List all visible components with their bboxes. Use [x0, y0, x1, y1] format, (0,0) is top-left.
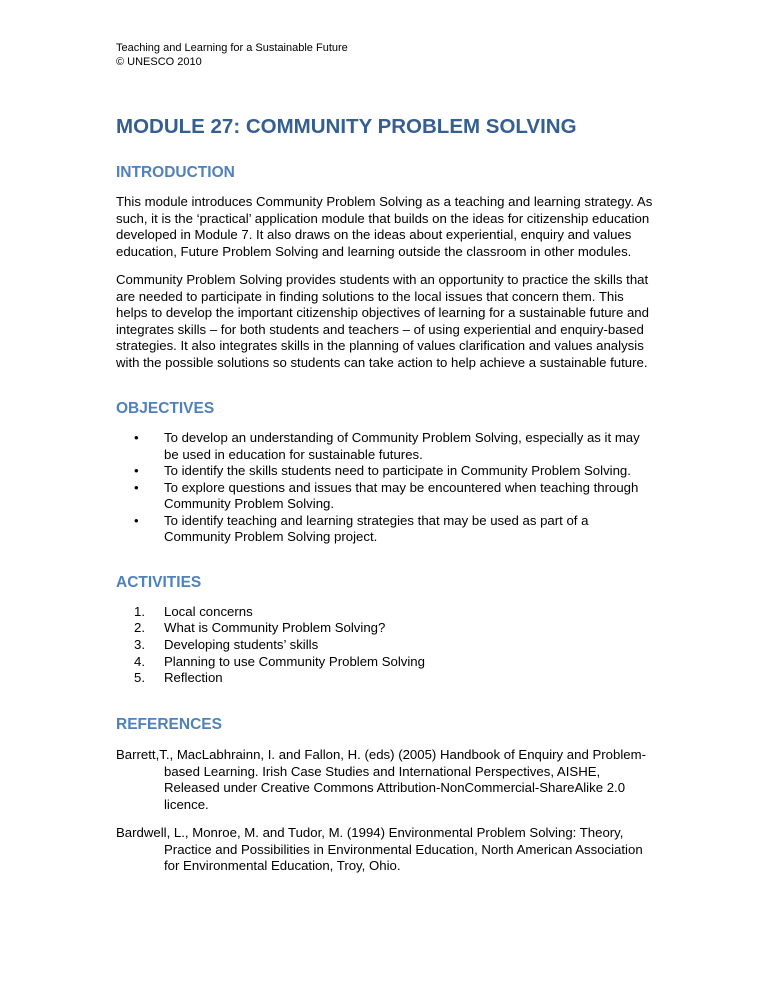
introduction-paragraph-2: Community Problem Solving provides students with an opportunity to practice the skills that are needed to participate in finding solutions to the local issues that concern them. This helps to develop the important citizenship objectives of learning for a sustainable future and integrates skills – for both students and teachers – of using experiential and enquiry-based strategies. It also integrates skills in the planning of values clarification and values analysis with the possible solutions so students can take action to help achieve a sustainable future.	[116, 272, 649, 370]
header-copyright: © UNESCO 2010	[116, 55, 202, 68]
list-item	[116, 637, 656, 654]
list-number: 3.	[134, 636, 145, 652]
objective-text: To identify teaching and learning strategies that may be used as part of a Community Problem Solving project.	[164, 512, 589, 544]
objective-text: To identify the skills students need to participate in Community Problem Solving.	[164, 463, 631, 478]
list-item	[116, 604, 656, 621]
objective-text: To explore questions and issues that may be encountered when teaching through Community Problem Solving.	[164, 479, 639, 511]
activities-list	[116, 604, 656, 688]
list-item	[116, 430, 656, 463]
reference-entry-1: Barrett,T., MacLabhrainn, I. and Fallon, H. (eds) (2005) Handbook of Enquiry and Problem-based Learning. Irish Case Studies and International Perspectives, AISHE, Released under Creative Commons Attribution-NonCommercial-ShareAlike 2.0 licence.	[116, 747, 646, 812]
introduction-heading: INTRODUCTION	[116, 164, 235, 181]
objective-text: To develop an understanding of Community Problem Solving, especially as it may be used in education for sustainable futures.	[164, 430, 640, 462]
objectives-heading: OBJECTIVES	[116, 400, 215, 417]
header-title: Teaching and Learning for a Sustainable Future	[116, 42, 348, 54]
list-item	[116, 513, 656, 546]
objectives-list	[116, 430, 656, 546]
activity-text: Planning to use Community Problem Solving	[164, 653, 425, 669]
activities-heading: ACTIVITIES	[116, 573, 202, 591]
document-page	[116, 0, 656, 875]
module-title: MODULE 27: COMMUNITY PROBLEM SOLVING	[116, 115, 577, 138]
list-number: 5.	[134, 670, 145, 686]
bullet-icon: •	[134, 479, 139, 495]
list-number: 4.	[134, 653, 145, 669]
list-item	[116, 463, 656, 480]
reference-entry-2: Bardwell, L., Monroe, M. and Tudor, M. (1994) Environmental Problem Solving: Theory, Practice and Possibilities in Environmental Education, North American Association for Environmental Education, Troy, Ohio.	[116, 825, 643, 874]
activity-text: What is Community Problem Solving?	[164, 620, 386, 636]
activity-text: Local concerns	[164, 603, 253, 619]
running-header	[116, 42, 656, 69]
list-number: 2.	[134, 620, 145, 636]
activity-text: Developing students’ skills	[164, 636, 319, 652]
references-heading: REFERENCES	[116, 716, 222, 734]
list-item	[116, 480, 656, 513]
bullet-icon: •	[134, 512, 139, 528]
list-item	[116, 620, 656, 637]
list-number: 1.	[134, 603, 145, 619]
list-item	[116, 654, 656, 671]
introduction-paragraph-1: This module introduces Community Problem Solving as a teaching and learning strategy. As such, it is the ‘practical’ application module that builds on the ideas for citizenship education developed in Module 7. It also draws on the ideas about experiential, enquiry and values education, Future Problem Solving and learning outside the classroom in other modules.	[116, 194, 653, 259]
list-item	[116, 670, 656, 687]
bullet-icon: •	[134, 463, 139, 478]
activity-text: Reflection	[164, 670, 223, 686]
bullet-icon: •	[134, 430, 139, 445]
